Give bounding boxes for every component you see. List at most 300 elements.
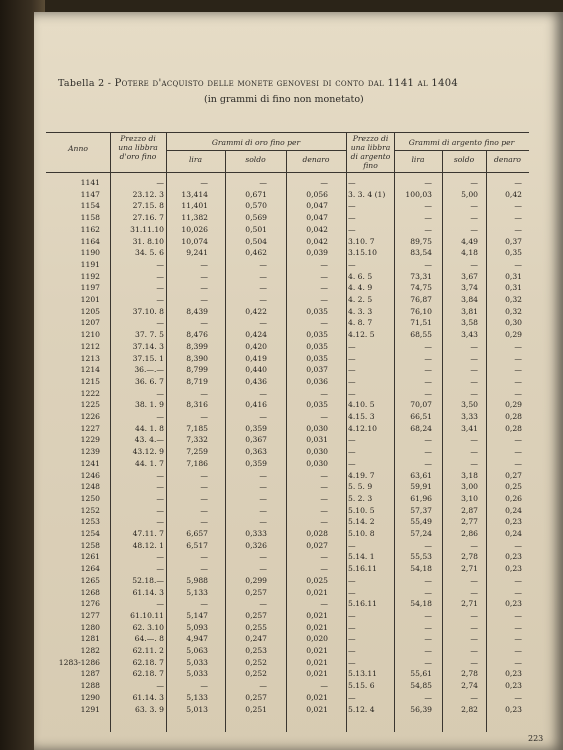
cell-ss: — — [470, 622, 478, 632]
cell-y: 1201 — [80, 295, 100, 304]
cell-sd: — — [514, 353, 522, 363]
cell-sp: 5.13.11 — [348, 669, 377, 679]
cell-gd: — — [320, 283, 328, 293]
cell-gp: 37. 7. 5 — [135, 330, 164, 340]
cell-sd: 0,23 — [505, 681, 522, 691]
cell-gs: — — [259, 388, 267, 398]
cell-sd: 0,28 — [505, 412, 522, 421]
header-gold-group: Grammi di oro fino per — [211, 138, 301, 147]
cell-gd: 0,056 — [306, 189, 328, 199]
cell-ss: 2,86 — [461, 529, 478, 538]
cell-gl: 5,147 — [186, 610, 208, 620]
cell-sp: — — [348, 376, 356, 386]
cell-gp: 44. 1. 7 — [135, 458, 164, 468]
cell-sl: — — [424, 435, 432, 445]
cell-gd: 0,035 — [306, 306, 328, 316]
cell-ss: 3,50 — [461, 400, 478, 410]
cell-gs: 0,570 — [245, 201, 267, 211]
cell-gd: 0,036 — [306, 376, 328, 386]
cell-sp: — — [348, 388, 356, 398]
cell-y: 1141 — [80, 178, 100, 187]
cell-sl: 68,55 — [410, 330, 432, 340]
cell-sl: 55,61 — [410, 669, 432, 679]
cell-gd: — — [320, 412, 328, 421]
cell-ss: 3,74 — [461, 283, 478, 293]
cell-gd: — — [320, 178, 328, 187]
cell-ss: 3,81 — [461, 306, 478, 316]
cell-sp: 4.19. 7 — [348, 470, 375, 480]
vline-3 — [225, 150, 226, 732]
cell-gp: — — [156, 318, 164, 328]
cell-y: 1225 — [80, 400, 100, 410]
cell-ss: — — [470, 353, 478, 363]
cell-y: 1287 — [80, 669, 100, 679]
cell-gd: 0,042 — [306, 236, 328, 246]
cell-ss: 2,78 — [461, 552, 478, 562]
cell-gs: — — [259, 259, 267, 269]
cell-gs: 0,251 — [245, 704, 267, 714]
cell-sp: 5.16.11 — [348, 599, 377, 609]
cell-gl: — — [200, 599, 208, 609]
cell-sl: 57,24 — [410, 529, 432, 538]
cell-sl: — — [424, 634, 432, 644]
table-subtitle: (in grammi di fino non monetato) — [204, 94, 364, 105]
cell-gs: — — [259, 470, 267, 480]
header-gold-denaro: denaro — [302, 155, 330, 164]
cell-ss: — — [470, 388, 478, 398]
cell-sd: 0,23 — [505, 517, 522, 527]
cell-sl: 54,18 — [410, 599, 432, 609]
cell-gp: 43.12. 9 — [132, 447, 164, 457]
cell-gd: — — [320, 259, 328, 269]
cell-gd: 0,021 — [306, 657, 328, 667]
cell-sl: — — [424, 622, 432, 632]
cell-sl: 74,75 — [410, 283, 432, 293]
cell-sp: 4. 6. 5 — [348, 271, 373, 281]
cell-gs: 0,359 — [245, 458, 267, 468]
cell-sp: 4. 4. 9 — [348, 283, 373, 293]
cell-ss: 3,10 — [461, 493, 478, 503]
cell-sp: — — [348, 365, 356, 375]
cell-sp: — — [348, 587, 356, 597]
cell-gp: — — [156, 482, 164, 492]
cell-gp: — — [156, 599, 164, 609]
cell-sd: — — [514, 365, 522, 375]
header-anno: Anno — [68, 144, 88, 153]
cell-gd: 0,021 — [306, 622, 328, 632]
cell-sp: 4. 2. 5 — [348, 295, 373, 304]
cell-sd: — — [514, 646, 522, 655]
cell-gl: 7,259 — [186, 447, 208, 457]
cell-sd: 0,35 — [505, 248, 522, 258]
cell-y: 1248 — [80, 482, 100, 492]
cell-sp: — — [348, 540, 356, 550]
cell-sd: 0,26 — [505, 493, 522, 503]
cell-gp: — — [156, 517, 164, 527]
cell-y: 1253 — [80, 517, 100, 527]
cell-sd: — — [514, 458, 522, 468]
cell-sd: 0,24 — [505, 505, 522, 515]
cell-gl: 10,074 — [181, 236, 208, 246]
cell-gp: 47.11. 7 — [132, 529, 164, 538]
cell-sp: 5.12. 4 — [348, 704, 375, 714]
cell-gd: 0,047 — [306, 213, 328, 223]
cell-y: 1164 — [80, 236, 100, 246]
book-page — [34, 12, 563, 750]
cell-sd: — — [514, 587, 522, 597]
cell-sp: — — [348, 458, 356, 468]
cell-gs: — — [259, 178, 267, 187]
cell-gl: — — [200, 493, 208, 503]
cell-sd: — — [514, 575, 522, 585]
cell-gs: 0,671 — [245, 189, 267, 199]
cell-sp: — — [348, 435, 356, 445]
cell-gl: — — [200, 295, 208, 304]
cell-ss: — — [470, 634, 478, 644]
cell-sl: — — [424, 447, 432, 457]
page-number: 223 — [528, 734, 544, 743]
cell-gp: — — [156, 552, 164, 562]
header-silver-denaro: denaro — [494, 155, 521, 164]
cell-gp: 31.11.10 — [130, 224, 164, 234]
cell-sl: 83,54 — [410, 248, 432, 258]
cell-gp: 31. 8.10 — [132, 236, 164, 246]
cell-sp: — — [348, 341, 356, 351]
cell-y: 1226 — [80, 412, 100, 421]
cell-sl: 100,03 — [405, 189, 432, 199]
cell-y: 1252 — [80, 505, 100, 515]
cell-sd: 0,24 — [505, 529, 522, 538]
cell-gs: 0,257 — [245, 610, 267, 620]
cell-y: 1268 — [80, 587, 100, 597]
cell-ss: 4,18 — [461, 248, 478, 258]
cell-gd: 0,025 — [306, 575, 328, 585]
cell-sl: — — [424, 610, 432, 620]
cell-gs: 0,252 — [245, 657, 267, 667]
cell-sd: — — [514, 540, 522, 550]
cell-gl: 5,013 — [186, 704, 208, 714]
vline-5 — [346, 132, 347, 732]
cell-gs: 0,416 — [245, 400, 267, 410]
cell-sd: — — [514, 213, 522, 223]
cell-y: 1261 — [80, 552, 100, 562]
cell-y: 1197 — [80, 283, 100, 293]
cell-y: 1283-1286 — [58, 657, 100, 667]
cell-ss: — — [470, 447, 478, 457]
cell-gs: 0,569 — [245, 213, 267, 223]
silver-group-rule — [394, 150, 529, 151]
cell-sl: — — [424, 575, 432, 585]
cell-gd: 0,021 — [306, 704, 328, 714]
cell-gp: 61.14. 3 — [132, 692, 164, 702]
cell-gd: 0,042 — [306, 224, 328, 234]
cell-sp: — — [348, 634, 356, 644]
cell-gp: — — [156, 493, 164, 503]
cell-gd: — — [320, 552, 328, 562]
cell-sp: 5. 5. 9 — [348, 482, 373, 492]
cell-gl: 5,133 — [186, 587, 208, 597]
cell-y: 1241 — [80, 458, 100, 468]
cell-sp: 4. 3. 3 — [348, 306, 373, 316]
cell-ss: — — [470, 458, 478, 468]
cell-gl: 6,657 — [186, 529, 208, 538]
cell-sd: — — [514, 622, 522, 632]
cell-gl: 8,476 — [186, 330, 208, 340]
cell-gs: — — [259, 412, 267, 421]
cell-gl: 6,517 — [186, 540, 208, 550]
header-silver-group: Grammi di argento fino per — [408, 138, 515, 147]
cell-gd: 0,030 — [306, 458, 328, 468]
cell-sl: — — [424, 259, 432, 269]
cell-y: 1277 — [80, 610, 100, 620]
cell-gs: 0,253 — [245, 646, 267, 655]
cell-y: 1190 — [80, 248, 100, 258]
cell-gl: 8,799 — [186, 365, 208, 375]
cell-sl: 63,61 — [410, 470, 432, 480]
cell-gs: — — [259, 681, 267, 691]
cell-sp: 4.12. 5 — [348, 330, 375, 340]
cell-gd: 0,035 — [306, 341, 328, 351]
cell-ss: 2,77 — [461, 517, 478, 527]
header-bottom-rule — [46, 172, 529, 173]
cell-ss: 3,67 — [461, 271, 478, 281]
cell-gl: 7,332 — [186, 435, 208, 445]
cell-gs: — — [259, 505, 267, 515]
cell-sd: — — [514, 388, 522, 398]
cell-gl: 8,439 — [186, 306, 208, 316]
cell-gp: 36.—.— — [134, 365, 164, 375]
cell-gl: 5,133 — [186, 692, 208, 702]
header-silver-price: Prezzo di una libbra di argento fino — [350, 134, 391, 170]
cell-gs: 0,424 — [245, 330, 267, 340]
cell-gd: 0,021 — [306, 692, 328, 702]
cell-ss: 2,87 — [461, 505, 478, 515]
cell-ss: — — [470, 341, 478, 351]
cell-y: 1205 — [80, 306, 100, 316]
cell-gl: 5,988 — [186, 575, 208, 585]
cell-gp: — — [156, 283, 164, 293]
cell-gd: 0,021 — [306, 587, 328, 597]
cell-gl: — — [200, 681, 208, 691]
cell-gd: 0,020 — [306, 634, 328, 644]
cell-gd: 0,035 — [306, 330, 328, 340]
cell-gs: 0,504 — [245, 236, 267, 246]
cell-gl: 8,399 — [186, 341, 208, 351]
cell-gp: — — [156, 178, 164, 187]
cell-gp: 62.18. 7 — [132, 657, 164, 667]
cell-gp: — — [156, 470, 164, 480]
cell-y: 1210 — [80, 330, 100, 340]
cell-y: 1192 — [80, 271, 100, 281]
cell-gp: 62.11. 2 — [132, 646, 164, 655]
cell-gp: — — [156, 388, 164, 398]
cell-ss: 2,82 — [461, 704, 478, 714]
cell-sd: 0,29 — [505, 400, 522, 410]
cell-gp: 37.10. 8 — [132, 306, 164, 316]
cell-sl: 70,07 — [410, 400, 432, 410]
cell-y: 1154 — [80, 201, 100, 211]
cell-gd: — — [320, 482, 328, 492]
cell-sl: 54,85 — [410, 681, 432, 691]
cell-gl: — — [200, 482, 208, 492]
cell-gd: 0,021 — [306, 646, 328, 655]
cell-sl: 71,51 — [410, 318, 432, 328]
cell-sp: 4.12.10 — [348, 423, 377, 433]
cell-gs: 0,422 — [245, 306, 267, 316]
cell-sl: — — [424, 201, 432, 211]
cell-gl: — — [200, 178, 208, 187]
cell-sd: 0,23 — [505, 552, 522, 562]
cell-sp: — — [348, 447, 356, 457]
cell-sp: — — [348, 224, 356, 234]
cell-sd: 0,30 — [505, 318, 522, 328]
cell-gp: — — [156, 271, 164, 281]
cell-gl: — — [200, 517, 208, 527]
cell-gp: 34. 5. 6 — [135, 248, 164, 258]
cell-gs: 0,252 — [245, 669, 267, 679]
cell-gs: 0,359 — [245, 423, 267, 433]
cell-ss: 2,74 — [461, 681, 478, 691]
cell-gp: 52.18.— — [132, 575, 164, 585]
cell-gp: — — [156, 259, 164, 269]
cell-gl: — — [200, 505, 208, 515]
purchasing-power-table — [46, 112, 529, 732]
cell-sp: 5.16.11 — [348, 564, 377, 574]
cell-gs: 0,257 — [245, 692, 267, 702]
cell-gd: — — [320, 564, 328, 574]
cell-gs: 0,257 — [245, 587, 267, 597]
cell-ss: — — [470, 587, 478, 597]
cell-y: 1280 — [80, 622, 100, 632]
cell-sl: — — [424, 692, 432, 702]
cell-sd: 0,28 — [505, 423, 522, 433]
cell-y: 1191 — [80, 259, 100, 269]
cell-gp: 62. 3.10 — [132, 622, 164, 632]
cell-sd: 0,29 — [505, 330, 522, 340]
cell-gp: 62.18. 7 — [132, 669, 164, 679]
cell-gl: — — [200, 388, 208, 398]
cell-gl: 4,947 — [186, 634, 208, 644]
cell-sd: 0,42 — [505, 189, 522, 199]
cell-y: 1162 — [80, 224, 100, 234]
cell-ss: — — [470, 213, 478, 223]
cell-sl: 76,10 — [410, 306, 432, 316]
cell-gs: 0,299 — [245, 575, 267, 585]
cell-gs: 0,462 — [245, 248, 267, 258]
cell-sl: 61,96 — [410, 493, 432, 503]
cell-sl: 57,37 — [410, 505, 432, 515]
cell-sd: — — [514, 692, 522, 702]
cell-gd: — — [320, 295, 328, 304]
cell-ss: 3,58 — [461, 318, 478, 328]
cell-sl: 66,51 — [410, 412, 432, 421]
cell-gs: — — [259, 493, 267, 503]
cell-gp: — — [156, 505, 164, 515]
cell-gl: 8,316 — [186, 400, 208, 410]
cell-gs: 0,440 — [245, 365, 267, 375]
cell-ss: — — [470, 692, 478, 702]
cell-gs: 0,420 — [245, 341, 267, 351]
cell-ss: — — [470, 646, 478, 655]
cell-ss: — — [470, 224, 478, 234]
cell-gl: 8,390 — [186, 353, 208, 363]
cell-y: 1254 — [80, 529, 100, 538]
cell-y: 1214 — [80, 365, 100, 375]
cell-gs: — — [259, 564, 267, 574]
cell-sd: 0,23 — [505, 599, 522, 609]
cell-ss: 5,00 — [461, 189, 478, 199]
cell-sp: 5.10. 5 — [348, 505, 375, 515]
cell-gd: — — [320, 493, 328, 503]
cell-sl: — — [424, 540, 432, 550]
cell-ss: — — [470, 178, 478, 187]
cell-sd: 0,23 — [505, 564, 522, 574]
header-silver-lira: lira — [411, 155, 425, 164]
cell-y: 1250 — [80, 493, 100, 503]
cell-gd: 0,039 — [306, 248, 328, 258]
cell-ss: — — [470, 259, 478, 269]
cell-gp: 36. 6. 7 — [135, 376, 164, 386]
cell-sl: 68,24 — [410, 423, 432, 433]
cell-gp: 37.14. 3 — [132, 341, 164, 351]
cell-sd: — — [514, 178, 522, 187]
cell-y: 1215 — [80, 376, 100, 386]
cell-gl: 7,186 — [186, 458, 208, 468]
vline-1 — [110, 132, 111, 732]
cell-gd: — — [320, 505, 328, 515]
cell-y: 1290 — [80, 692, 100, 702]
cell-gl: 10,026 — [181, 224, 208, 234]
cell-sl: — — [424, 341, 432, 351]
cell-gs: 0,333 — [245, 529, 267, 538]
cell-sd: — — [514, 201, 522, 211]
cell-gs: 0,363 — [245, 447, 267, 457]
cell-gs: 0,367 — [245, 435, 267, 445]
cell-gl: — — [200, 552, 208, 562]
cell-sl: — — [424, 224, 432, 234]
cell-gd: 0,047 — [306, 201, 328, 211]
cell-sp: 3.10. 7 — [348, 236, 375, 246]
cell-gl: — — [200, 564, 208, 574]
cell-gp: 43. 4.— — [134, 435, 164, 445]
cell-sp: — — [348, 213, 356, 223]
cell-gl: — — [200, 318, 208, 328]
cell-gd: — — [320, 681, 328, 691]
cell-sp: — — [348, 610, 356, 620]
cell-y: 1239 — [80, 447, 100, 457]
cell-sp: — — [348, 178, 356, 187]
cell-y: 1281 — [80, 634, 100, 644]
cell-sp: 3.15.10 — [348, 248, 377, 258]
cell-ss: — — [470, 575, 478, 585]
cell-y: 1207 — [80, 318, 100, 328]
cell-gd: 0,035 — [306, 353, 328, 363]
cell-y: 1227 — [80, 423, 100, 433]
cell-sp: 5.15. 6 — [348, 681, 375, 691]
cell-gl: — — [200, 259, 208, 269]
table-label: Tabella 2 - — [58, 78, 112, 89]
cell-y: 1213 — [80, 353, 100, 363]
cell-sl: — — [424, 458, 432, 468]
cell-gp: 37.15. 1 — [132, 353, 164, 363]
cell-sd: — — [514, 435, 522, 445]
cell-gp: 64.—. 8 — [134, 634, 164, 644]
cell-gs: — — [259, 271, 267, 281]
cell-gp: — — [156, 681, 164, 691]
cell-sd: — — [514, 376, 522, 386]
cell-sl: 73,31 — [410, 271, 432, 281]
top-rule — [46, 132, 529, 133]
